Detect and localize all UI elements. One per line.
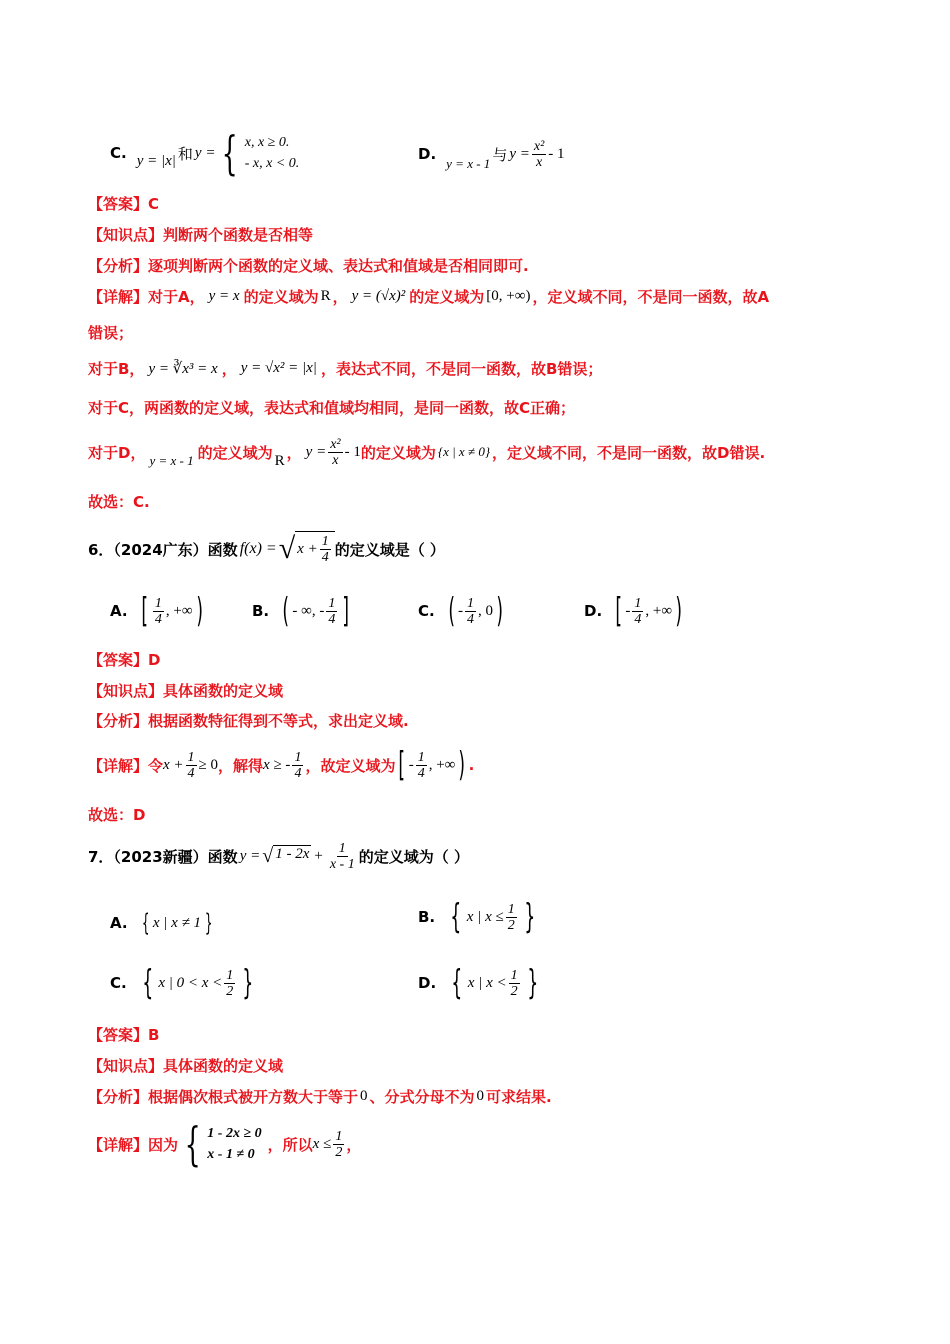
text: 的定义域为 <box>360 443 436 462</box>
bracket: ) <box>458 745 466 785</box>
math-expr: y = ∛x³ = x <box>148 361 218 377</box>
math-expr: , +∞ <box>428 756 456 773</box>
brace: { <box>222 126 239 180</box>
denominator: 4 <box>294 765 302 781</box>
text: 【详解】因为 <box>88 1135 179 1154</box>
brace: } <box>204 909 213 937</box>
numerator: x² <box>330 436 341 452</box>
fraction <box>326 596 337 627</box>
denominator: 4 <box>466 611 474 627</box>
fraction <box>328 841 357 872</box>
text: 、分式分母不为 <box>369 1088 475 1106</box>
numerator: 1 <box>335 1128 343 1144</box>
math-expr: [0, +∞) <box>486 288 531 304</box>
text: 的定义域为 <box>409 288 485 306</box>
system-cases <box>207 1123 261 1165</box>
math-expr: y = x - 1 <box>446 156 491 171</box>
math-expr: - 1 <box>548 145 565 162</box>
brace: { <box>450 897 462 937</box>
numerator: 1 <box>510 967 518 983</box>
bracket: ) <box>675 591 683 631</box>
math-expr: y = <box>239 847 261 864</box>
math-expr: R <box>274 452 285 469</box>
fraction <box>506 902 517 933</box>
math-expr: - <box>457 602 463 619</box>
math-expr: x ≥ - <box>263 756 291 773</box>
q5-analysis: 【分析】逐项判断两个函数的定义域、表达式和值域是否相同即可. <box>88 257 529 275</box>
math-expr: x ≤ <box>312 1135 332 1152</box>
q5-option-c <box>110 128 299 178</box>
text: ，定义域不同，不是同一函数，故D错误. <box>492 443 766 462</box>
bracket: ] <box>342 591 350 631</box>
text: ，定义域不同，不是同一函数，故A <box>532 288 770 306</box>
text: ， <box>286 443 302 462</box>
q5-knowledge-point: 【知识点】判断两个函数是否相等 <box>88 226 314 244</box>
case-1: x, x ≥ 0. <box>244 135 290 150</box>
bracket: [ <box>398 745 406 785</box>
option-label: C. <box>110 144 127 162</box>
math-expr: , 0 <box>477 602 493 619</box>
q6-choose: 故选：D <box>88 806 146 824</box>
math-expr: R <box>320 288 331 304</box>
text: ，所以 <box>267 1135 313 1154</box>
text: 的定义域是（ ） <box>334 540 445 559</box>
q6-stem <box>88 527 445 571</box>
numerator: 1 <box>321 534 329 549</box>
q5-detail-a-cont: 错误； <box>88 324 134 342</box>
q6-option-b <box>252 590 353 632</box>
math-expr: y = <box>194 144 216 161</box>
math-expr: x | x ≠ 1 <box>152 914 202 931</box>
q7-option-d <box>418 962 543 1004</box>
q6-analysis: 【分析】根据函数特征得到不等式，求出定义域. <box>88 712 409 730</box>
brace: { <box>184 1117 201 1171</box>
math-expr: x | 0 < x < <box>158 974 223 991</box>
q5-option-d <box>418 132 565 176</box>
denominator: 2 <box>335 1144 343 1160</box>
q5-detail-a <box>88 286 769 307</box>
math-expr: f(x) = <box>239 540 277 557</box>
fraction <box>292 750 303 781</box>
brace: { <box>451 963 463 1003</box>
numerator: 1 <box>187 749 195 765</box>
denominator: 4 <box>321 550 329 565</box>
radicand <box>295 531 335 567</box>
bracket: ) <box>195 591 203 631</box>
text: . <box>468 756 475 774</box>
fraction <box>416 750 427 781</box>
text: 的定义域为 <box>243 288 319 306</box>
bracket: [ <box>615 591 623 631</box>
denominator: 2 <box>226 983 234 999</box>
denominator: 4 <box>417 765 425 781</box>
q6-option-a <box>110 590 206 632</box>
text: ， <box>346 1135 362 1154</box>
math-expr: y = <box>509 145 530 162</box>
numerator: 1 <box>634 595 642 611</box>
radicand: 1 - 2x <box>273 845 311 867</box>
math-expr: 0 <box>476 1088 485 1104</box>
option-label: D. <box>584 602 603 620</box>
text: ，表达式不同，不是同一函数，故B错误； <box>320 360 603 378</box>
fraction <box>632 596 643 627</box>
option-label: D. <box>418 974 437 992</box>
q6-option-d <box>584 590 685 632</box>
brace: { <box>141 909 150 937</box>
fraction <box>186 750 197 781</box>
text: 的定义域为（ ） <box>358 847 469 866</box>
text: ， <box>221 360 237 378</box>
case-2: - x, x < 0. <box>244 156 300 171</box>
q7-option-a <box>110 906 216 940</box>
math-expr: , +∞ <box>645 602 673 619</box>
q6-knowledge-point: 【知识点】具体函数的定义域 <box>88 682 284 700</box>
denominator: x <box>332 452 339 468</box>
text: ， <box>332 288 348 306</box>
q6-option-c <box>418 590 506 632</box>
q5-detail-d <box>88 432 765 472</box>
math-expr: - ∞, - <box>292 602 325 619</box>
numerator: 1 <box>338 840 346 856</box>
denominator: x <box>535 154 543 170</box>
q7-knowledge-point: 【知识点】具体函数的定义域 <box>88 1057 284 1075</box>
option-label: C. <box>418 602 435 620</box>
math-expr: - <box>408 756 414 773</box>
text: ，解得 <box>218 756 264 775</box>
brace: } <box>527 963 538 1003</box>
numerator: 1 <box>154 595 162 611</box>
math-expr: {x | x ≠ 0} <box>437 444 491 459</box>
fraction <box>328 437 342 468</box>
q5-choose: 故选：C. <box>88 493 150 511</box>
denominator: 2 <box>507 917 515 933</box>
q5-answer: 【答案】C <box>88 195 160 213</box>
sqrt: √ 1 - 2x <box>262 845 310 867</box>
denominator: 2 <box>510 983 518 999</box>
text: 7．（2023新疆）函数 <box>88 847 238 866</box>
math-expr: ≥ 0 <box>198 756 219 773</box>
q6-answer: 【答案】D <box>88 651 161 669</box>
q7-detail <box>88 1117 362 1171</box>
numerator: 1 <box>226 967 234 983</box>
text: 【详解】令 <box>88 756 164 775</box>
fraction <box>465 596 476 627</box>
numerator: x² <box>533 138 545 154</box>
q7-stem <box>88 836 469 876</box>
brace: { <box>142 963 153 1003</box>
math-expr: y = x - 1 <box>149 453 194 468</box>
option-label: B. <box>252 602 270 620</box>
case-2: x - 1 ≠ 0 <box>207 1147 255 1162</box>
text: 【分析】根据偶次根式被开方数大于等于 <box>88 1088 359 1106</box>
math-expr: - 1 <box>344 443 361 460</box>
text: 【详解】对于A， <box>88 288 205 306</box>
denominator: 4 <box>634 611 642 627</box>
q5-detail-c: 对于C，两函数的定义域，表达式和值域均相同，是同一函数，故C正确； <box>88 399 576 417</box>
numerator: 1 <box>328 595 336 611</box>
numerator: 1 <box>466 595 474 611</box>
denominator: 4 <box>154 611 162 627</box>
text: ，故定义域为 <box>305 756 396 775</box>
bracket: ) <box>496 591 503 631</box>
text: 6．（2024广东）函数 <box>88 540 238 559</box>
piecewise-cases <box>245 132 300 174</box>
text: 的定义域为 <box>197 443 273 462</box>
q7-analysis <box>88 1086 552 1107</box>
math-expr: y = |x| <box>136 152 176 169</box>
math-expr: x + <box>163 756 184 773</box>
fraction <box>509 968 520 999</box>
brace: } <box>524 897 535 937</box>
denominator: 4 <box>187 765 195 781</box>
math-expr: y = x <box>208 288 240 304</box>
case-1: 1 - 2x ≥ 0 <box>207 1126 262 1141</box>
math-expr: y = (√x)² <box>351 288 406 304</box>
fraction <box>320 534 331 565</box>
math-expr: y = <box>305 443 327 460</box>
fraction <box>224 968 235 999</box>
text: 对于B， <box>88 360 145 378</box>
fraction <box>532 139 546 170</box>
bracket: ( <box>448 591 455 631</box>
numerator: 1 <box>507 901 515 917</box>
conjunction: 和 <box>177 144 193 163</box>
numerator: 1 <box>294 749 302 765</box>
q6-detail <box>88 744 474 786</box>
q7-option-b <box>418 896 540 938</box>
denominator: 4 <box>328 611 336 627</box>
option-label: A. <box>110 914 128 932</box>
math-expr: + <box>314 847 323 864</box>
bracket: ( <box>282 591 290 631</box>
q7-option-c <box>110 962 259 1004</box>
q5-detail-b <box>88 358 602 379</box>
text: 对于D， <box>88 443 146 462</box>
conjunction: 与 <box>492 145 508 164</box>
option-label: B. <box>418 908 436 926</box>
math-expr: 0 <box>360 1088 368 1104</box>
numerator: 1 <box>417 749 425 765</box>
brace: } <box>242 963 254 1003</box>
q7-answer: 【答案】B <box>88 1026 160 1044</box>
bracket: [ <box>140 591 148 631</box>
fraction <box>153 596 164 627</box>
option-label: A. <box>110 602 128 620</box>
math-expr: y = √x² = |x| <box>240 360 317 376</box>
math-expr: - <box>625 602 631 619</box>
text: 可求结果. <box>486 1088 552 1106</box>
math-expr: , +∞ <box>165 602 193 619</box>
option-label: C. <box>110 974 127 992</box>
math-expr: x | x < <box>467 974 507 991</box>
fraction <box>333 1129 344 1160</box>
option-label: D. <box>418 145 437 163</box>
math-expr: x | x ≤ <box>466 908 504 925</box>
denominator: x - 1 <box>329 856 355 872</box>
sqrt: √ x + $\frac{1}{4}$ <box>279 531 335 567</box>
math-expr: x + <box>297 541 318 557</box>
